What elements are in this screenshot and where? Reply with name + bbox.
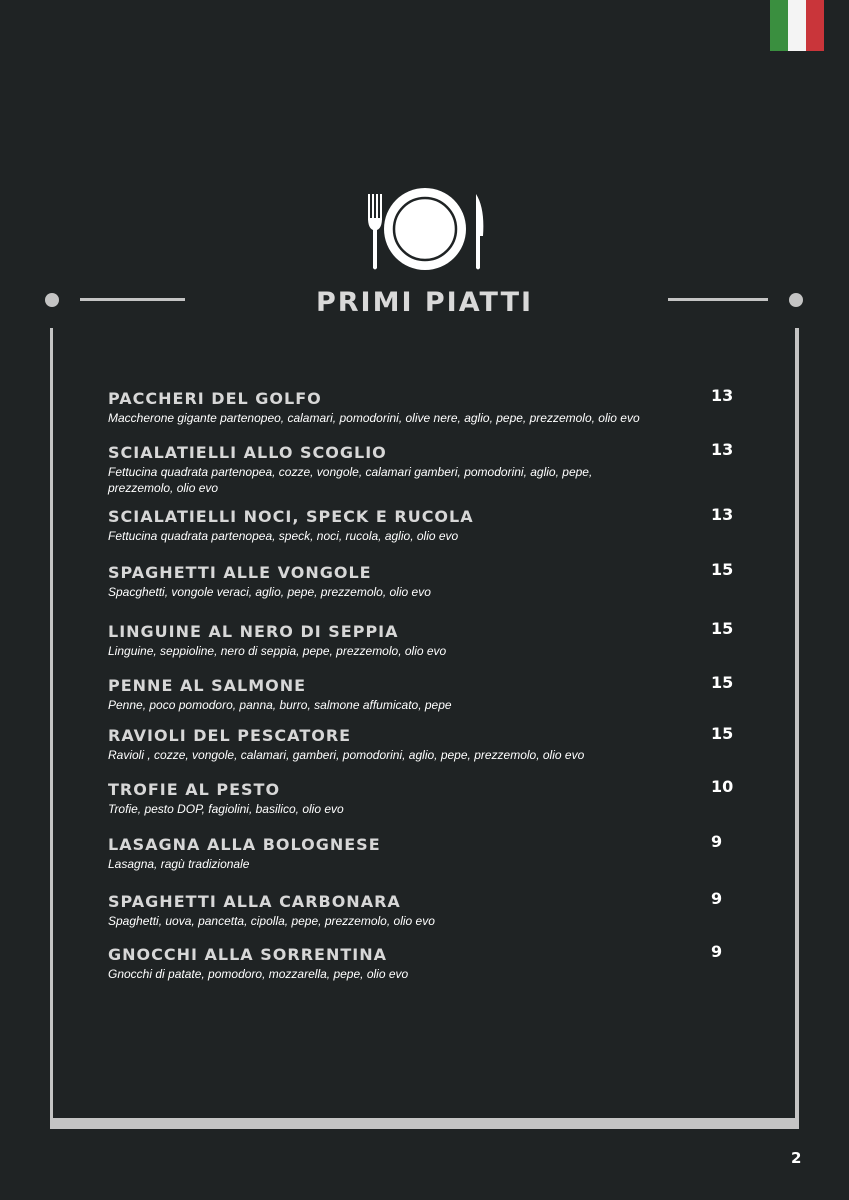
section-title: PRIMI PIATTI	[315, 287, 534, 318]
dish-description: Maccherone gigante partenopeo, calamari, pomodorini, olive nere, aglio, pepe, prezzemolo, olio evo	[108, 411, 640, 425]
dish-price: 15	[711, 560, 734, 579]
dish-price: 15	[711, 724, 734, 743]
dish-name: LINGUINE AL NERO DI SEPPIA	[108, 622, 399, 641]
dish-name: PENNE AL SALMONE	[108, 676, 307, 695]
dish-name: PACCHERI DEL GOLFO	[108, 389, 322, 408]
menu-item	[108, 780, 708, 817]
dish-description: Spaghetti, uova, pancetta, cipolla, pepe, prezzemolo, olio evo	[108, 914, 435, 928]
dish-name: SPAGHETTI ALLA CARBONARA	[108, 892, 401, 911]
dish-description: Fettucina quadrata partenopea, cozze, vongole, calamari gamberi, pomodorini, aglio, pepe, prezzemolo, olio evo	[108, 465, 593, 495]
menu-item	[108, 835, 708, 872]
menu-frame-bottom	[50, 1118, 799, 1129]
menu-item	[108, 563, 708, 600]
menu-item	[108, 892, 708, 929]
dish-description: Trofie, pesto DOP, fagiolini, basilico, olio evo	[108, 802, 344, 816]
title-right-rule	[668, 298, 768, 301]
dish-name: LASAGNA ALLA BOLOGNESE	[108, 835, 381, 854]
title-right-dot	[789, 293, 803, 307]
dish-price: 10	[711, 777, 734, 796]
menu-item	[108, 945, 708, 982]
menu-item	[108, 389, 708, 426]
menu-item	[108, 622, 708, 659]
dish-price: 13	[711, 386, 734, 405]
dish-price: 13	[711, 440, 734, 459]
dish-name: SCIALATIELLI NOCI, SPECK E RUCOLA	[108, 507, 474, 526]
dish-description: Fettucina quadrata partenopea, speck, noci, rucola, aglio, olio evo	[108, 529, 459, 543]
dish-price: 15	[711, 619, 734, 638]
dish-price: 9	[711, 832, 723, 851]
menu-frame-left	[50, 328, 53, 1129]
menu-item	[108, 507, 708, 544]
dish-name: GNOCCHI ALLA SORRENTINA	[108, 945, 387, 964]
menu-item	[108, 726, 708, 763]
dish-price: 13	[711, 505, 734, 524]
page-number: 2	[791, 1149, 802, 1167]
menu-frame-right	[795, 328, 799, 1129]
dish-name: SCIALATIELLI ALLO SCOGLIO	[108, 443, 387, 462]
dish-description: Lasagna, ragù tradizionale	[108, 857, 250, 871]
dish-description: Linguine, seppioline, nero di seppia, pepe, prezzemolo, olio evo	[108, 644, 447, 658]
dish-price: 9	[711, 942, 723, 961]
dish-price: 9	[711, 889, 723, 908]
dish-description: Ravioli , cozze, vongole, calamari, gamberi, pomodorini, aglio, pepe, prezzemolo, olio evo	[108, 748, 585, 762]
dish-name: RAVIOLI DEL PESCATORE	[108, 726, 352, 745]
italian-flag-icon	[770, 0, 824, 51]
dish-description: Spacghetti, vongole veraci, aglio, pepe, prezzemolo, olio evo	[108, 585, 431, 599]
dish-name: SPAGHETTI ALLE VONGOLE	[108, 563, 372, 582]
dish-price: 15	[711, 673, 734, 692]
dish-description: Penne, poco pomodoro, panna, burro, salmone affumicato, pepe	[108, 698, 452, 712]
menu-item	[108, 443, 628, 496]
dish-name: TROFIE AL PESTO	[108, 780, 281, 799]
menu-item	[108, 676, 708, 713]
plate-fork-knife-icon	[364, 186, 486, 282]
dish-description: Gnocchi di patate, pomodoro, mozzarella, pepe, olio evo	[108, 967, 409, 981]
